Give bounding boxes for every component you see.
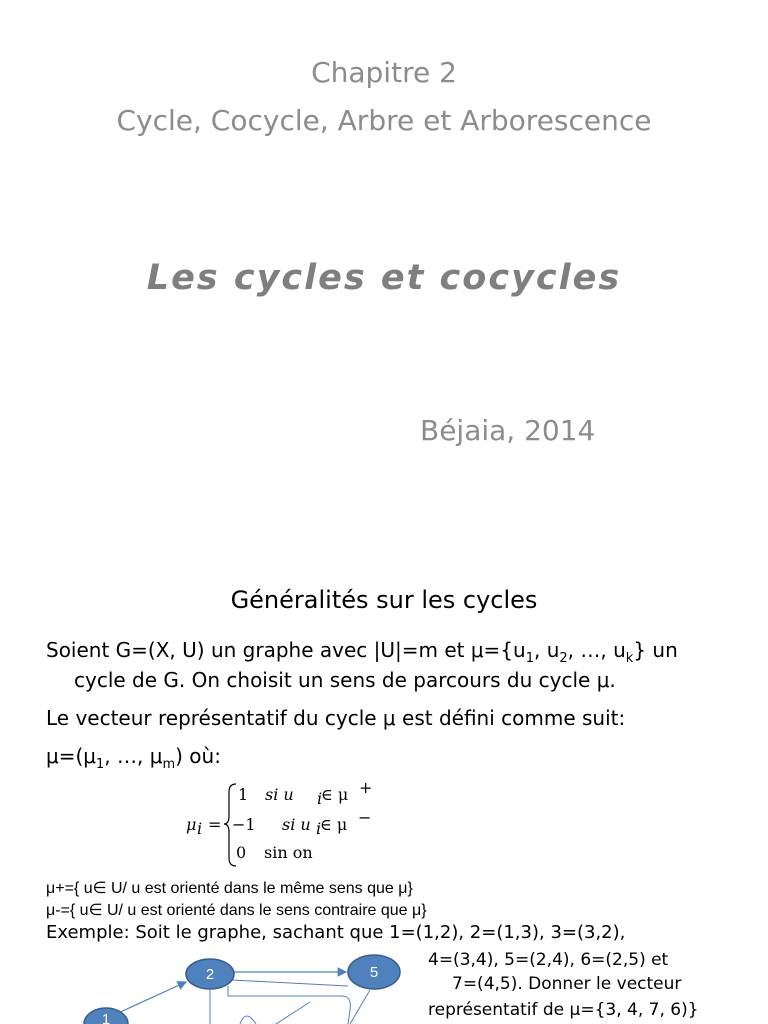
mu-minus-definition: μ-={ u∈ U/ u est orienté dans le sens contraire que μ} xyxy=(46,902,427,919)
case2-sup: − xyxy=(358,808,372,827)
edge-1-2 xyxy=(116,982,186,1014)
graph-node-1-label: 1 xyxy=(101,1011,111,1024)
case1-condition: si u xyxy=(265,785,294,804)
example-line-2: 7=(4,5). Donner le vecteur xyxy=(452,974,682,994)
case2-value: −1 xyxy=(232,815,256,834)
case2-set: ∈ μ xyxy=(320,815,348,834)
case1-sup: + xyxy=(359,778,373,797)
graph-node-5-label: 5 xyxy=(369,964,379,981)
case2-sub: i xyxy=(316,819,322,838)
edge-curve xyxy=(228,986,350,1024)
edge-2-4 xyxy=(232,980,348,986)
edge-4-5 xyxy=(350,990,370,1024)
chapter-subtitle: Cycle, Cocycle, Arbre et Arborescence xyxy=(116,104,652,137)
paragraph-1-line-2: cycle de G. On choisit un sens de parcours du cycle μ. xyxy=(74,668,616,692)
case3-value: 0 xyxy=(236,843,247,862)
case1-sub: i xyxy=(317,789,323,808)
case2-condition: si u xyxy=(282,815,311,834)
paragraph-1-line-1: Soient G=(X, U) un graphe avec |U|=m et $\mu=\{u_1$, $u_2$, …, $u_k$} un xyxy=(46,638,678,666)
mu-plus-definition: μ+={ u∈ U/ u est orienté dans le même sens que μ} xyxy=(46,880,413,897)
edge-loop xyxy=(240,1016,256,1024)
edge-diagonal xyxy=(276,1002,310,1024)
formula-lhs: μ xyxy=(186,815,197,834)
formula-eq: = xyxy=(208,815,222,834)
paragraph-2: Le vecteur représentatif du cycle μ est défini comme suit: xyxy=(46,706,626,730)
section-title: Les cycles et cocycles xyxy=(146,258,622,298)
case1-set: ∈ μ xyxy=(321,785,349,804)
case1-value: 1 xyxy=(238,785,249,804)
graph-node-2-label: 2 xyxy=(205,966,215,983)
example-line-3: représentatif de μ={3, 4, 7, 6)} xyxy=(428,1000,699,1020)
case3-condition: sin on xyxy=(264,843,313,862)
chapter-heading: Chapitre 2 xyxy=(311,56,457,89)
piecewise-formula xyxy=(180,778,380,870)
paragraph-3: $\mu=(\mu_1$, …, $\mu_m$) où: xyxy=(46,744,221,772)
example-graph xyxy=(80,950,430,1024)
place-date: Béjaia, 2014 xyxy=(420,414,596,447)
formula-lhs-sub: i xyxy=(197,819,203,838)
generalites-title: Généralités sur les cycles xyxy=(230,586,538,614)
example-intro: Exemple: Soit le graphe, sachant que 1=(1,2), 2=(1,3), 3=(3,2), xyxy=(46,922,626,943)
example-line-1: 4=(3,4), 5=(2,4), 6=(2,5) et xyxy=(428,950,669,970)
